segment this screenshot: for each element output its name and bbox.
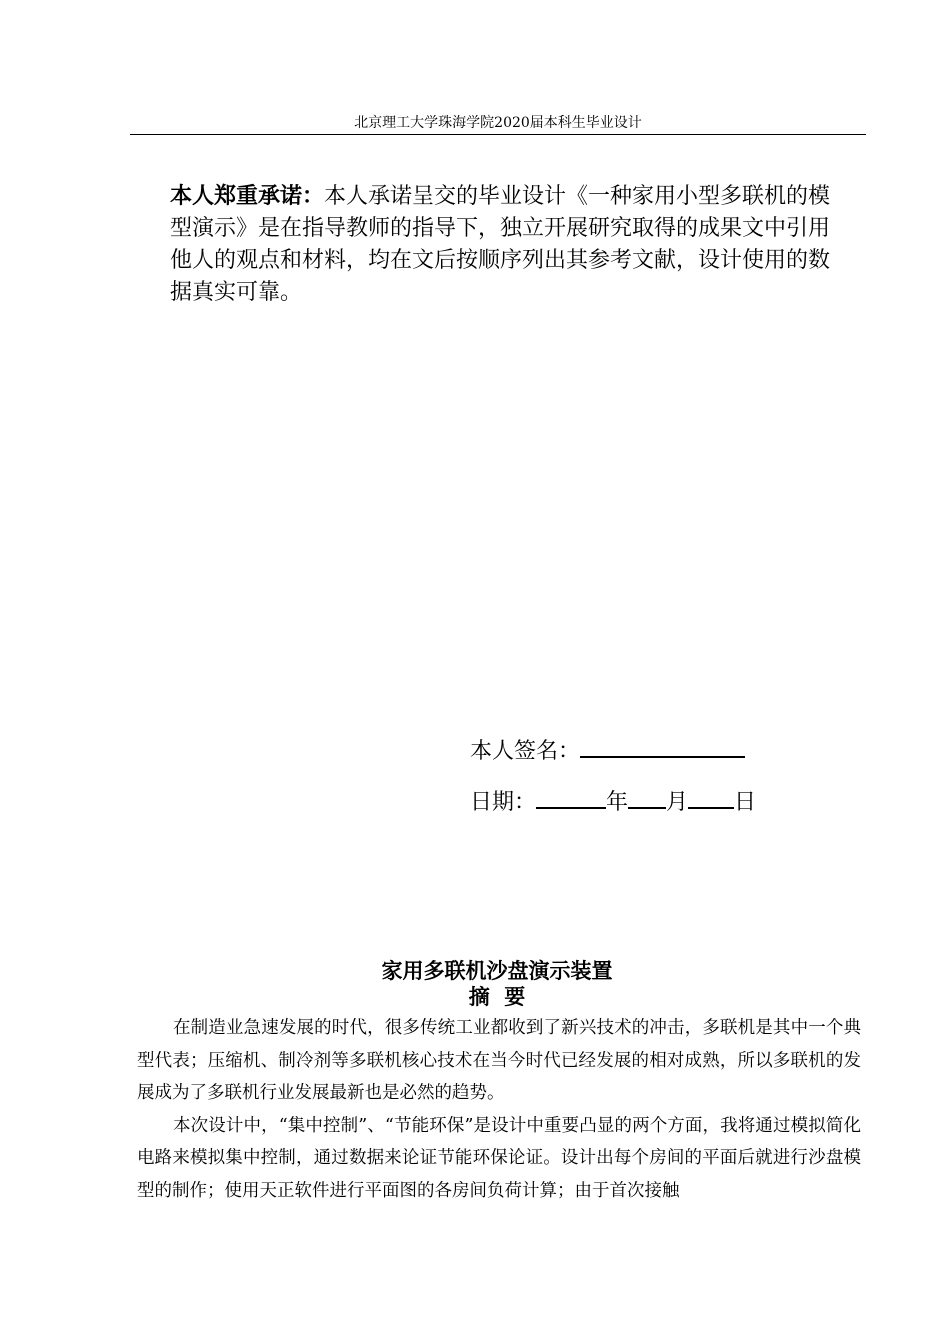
signature-line bbox=[470, 732, 745, 768]
month-blank bbox=[628, 783, 666, 809]
declaration-lead: 本人郑重承诺： bbox=[170, 183, 325, 209]
date-line bbox=[470, 783, 756, 819]
document-title: 家用多联机沙盘演示装置 bbox=[381, 958, 613, 983]
abstract-paragraph: 本次设计中，“集中控制”、“节能环保”是设计中重要凸显的两个方面，我将通过模拟简化电路来模拟集中控制，通过数据来论证节能环保论证。设计出每个房间的平面后就进行沙盘模型的制作；使用天正软件进行平面图的各房间负荷计算；由于首次接触 bbox=[137, 1115, 861, 1201]
page-header: 北京理工大学珠海学院2020届本科生毕业设计 bbox=[354, 115, 642, 131]
abstract-paragraph: 在制造业急速发展的时代，很多传统工业都收到了新兴技术的冲击，多联机是其中一个典型代表；压缩机、制冷剂等多联机核心技术在当今时代已经发展的相对成熟，所以多联机的发展成为了多联机行业发展最新也是必然的趋势。 bbox=[137, 1018, 861, 1103]
signature-blank bbox=[580, 732, 745, 758]
day-label: 日 bbox=[734, 790, 757, 815]
declaration-text: 本人承诺呈交的毕业设计《一种家用小型多联机的模型演示》是在指导教师的指导下，独立开展研究取得的成果文中引用他人的观点和材料，均在文后按顺序列出其参考文献，设计使用的数据真实可靠。 bbox=[170, 184, 831, 305]
declaration-block bbox=[170, 180, 840, 309]
year-blank bbox=[536, 783, 606, 809]
abstract-body bbox=[137, 1012, 861, 1207]
signature-label: 本人签名： bbox=[470, 739, 581, 764]
day-blank bbox=[688, 783, 734, 809]
header-divider bbox=[130, 134, 866, 135]
abstract-heading: 摘 要 bbox=[468, 984, 526, 1009]
date-label: 日期： bbox=[470, 790, 537, 815]
month-label: 月 bbox=[666, 790, 689, 815]
year-label: 年 bbox=[606, 790, 629, 815]
